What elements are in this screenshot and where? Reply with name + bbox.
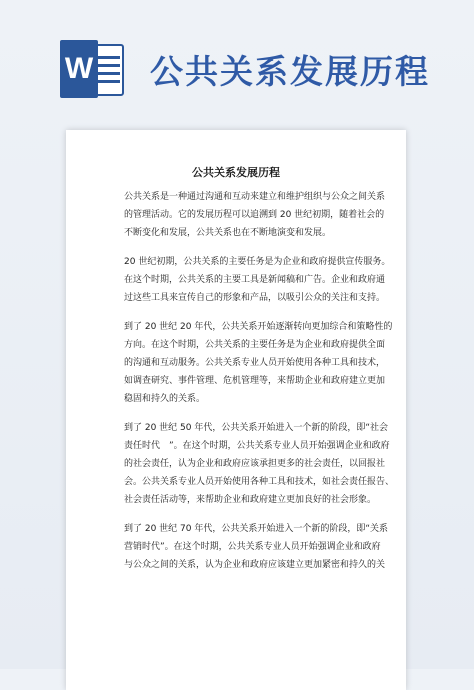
paragraph-line: 不断变化和发展，公共关系也在不断地演变和发展。 (124, 228, 332, 238)
paragraph-line: 营销时代”。在这个时期，公共关系专业人员开始强调企业和政府 (124, 542, 381, 552)
banner-title: 公共关系发展历程 (150, 52, 430, 91)
paragraph-line: 责任时代 ”。在这个时期，公共关系专业人员开始强调企业和政府 (124, 441, 390, 451)
document-banner (0, 0, 474, 118)
paragraph-line: 与公众之间的关系，认为企业和政府应该建立更加紧密和持久的关 (124, 560, 386, 570)
paragraph-line: 会。公共关系专业人员开始使用各种工具和技术，如社会责任报告、 (124, 477, 395, 487)
document-body (124, 188, 395, 585)
word-letter-tile: W (60, 40, 98, 98)
paragraph-line: 社会责任活动等，来帮助企业和政府建立更加良好的社会形象。 (124, 495, 377, 505)
document-page (66, 130, 406, 690)
paragraph-line: 稳固和持久的关系。 (124, 394, 206, 404)
paragraph-line: 的社会责任，认为企业和政府应该承担更多的社会责任，以回报社 (124, 459, 386, 469)
paragraph-line: 过这些工具来宣传自己的形象和产品，以吸引公众的关注和支持。 (124, 293, 386, 303)
paragraph-line: 方向。在这个时期，公共关系的主要任务是为企业和政府提供全面 (124, 340, 386, 350)
paragraph-line: 如调查研究、事件管理、危机管理等，来帮助企业和政府建立更加 (124, 376, 386, 386)
document-paragraph (124, 318, 393, 408)
document-paragraph (124, 419, 395, 509)
paragraph-line: 到了 20 世纪 70 年代，公共关系开始进入一个新的阶段，即“关系 (124, 524, 389, 534)
paragraph-line: 到了 20 世纪 50 年代，公共关系开始进入一个新的阶段，即“社会 (124, 423, 389, 433)
paragraph-line: 的沟通和互动服务。公共关系专业人员开始使用各种工具和技术， (124, 358, 386, 368)
paragraph-line: 在这个时期，公共关系的主要工具是新闻稿和广告。企业和政府通 (124, 275, 386, 285)
paragraph-line: 20 世纪初期，公共关系的主要任务是为企业和政府提供宣传服务。 (124, 257, 391, 267)
document-paragraph (124, 253, 391, 307)
word-document-icon (60, 40, 126, 98)
document-paragraph (124, 188, 386, 242)
paragraph-line: 的管理活动。它的发展历程可以追溯到 20 世纪初期，随着社会的 (124, 210, 385, 220)
paragraph-line: 到了 20 世纪 20 年代，公共关系开始逐渐转向更加综合和策略性的 (124, 322, 393, 332)
paragraph-line: 公共关系是一种通过沟通和互动来建立和维护组织与公众之间关系 (124, 192, 386, 202)
document-paragraph (124, 520, 389, 574)
document-title: 公共关系发展历程 (192, 166, 280, 179)
